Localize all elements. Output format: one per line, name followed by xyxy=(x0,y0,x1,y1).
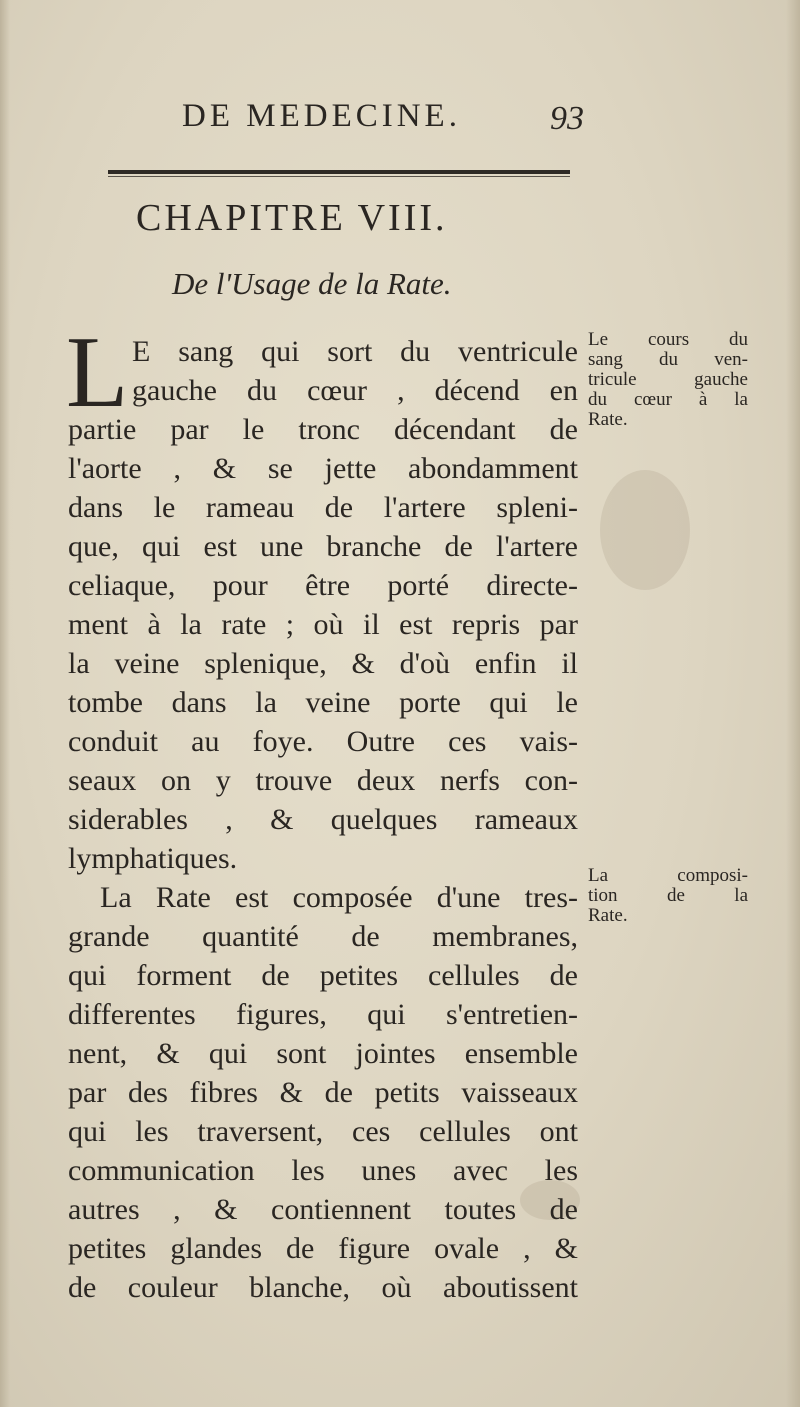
text-line: ment à la rate ; où il est repris par xyxy=(68,608,578,641)
text-line: communication les unes avec les xyxy=(68,1154,578,1187)
text-line: nent, & qui sont jointes ensemble xyxy=(68,1037,578,1070)
margin-note-line: Rate. xyxy=(588,905,628,926)
text-line: la veine splenique, & d'où enfin il xyxy=(68,647,578,680)
text-line: que, qui est une branche de l'artere xyxy=(68,530,578,563)
margin-note-line: La composi- xyxy=(588,865,748,886)
margin-note-line: du cœur à la xyxy=(588,389,748,410)
text-line: differentes figures, qui s'entretien- xyxy=(68,998,578,1031)
margin-note-line: sang du ven- xyxy=(588,349,748,370)
text-line: autres , & contiennent toutes de xyxy=(68,1193,578,1226)
text-line: E sang qui sort du ventricule xyxy=(132,335,578,368)
margin-note-blood-course xyxy=(588,330,748,430)
text-line: qui forment de petites cellules de xyxy=(68,959,578,992)
margin-note-spleen-composition xyxy=(588,866,748,926)
text-line: La Rate est composée d'une tres- xyxy=(100,881,578,914)
text-line: de couleur blanche, où aboutissent xyxy=(68,1271,578,1304)
margin-note-line: tion de la xyxy=(588,885,748,906)
drop-cap: L xyxy=(66,316,129,429)
text-line: partie par le tronc décendant de xyxy=(68,413,578,446)
page-edge-shadow-left xyxy=(0,0,10,1407)
header-rule xyxy=(108,170,570,174)
text-line: gauche du cœur , décend en xyxy=(132,374,578,407)
text-line: l'aorte , & se jette abondamment xyxy=(68,452,578,485)
text-line: conduit au foye. Outre ces vais- xyxy=(68,725,578,758)
page-number: 93 xyxy=(550,100,584,137)
chapter-subtitle: De l'Usage de la Rate. xyxy=(172,266,452,301)
chapter-title: CHAPITRE VIII. xyxy=(136,197,448,239)
margin-note-line: Rate. xyxy=(588,409,628,430)
text-line: qui les traversent, ces cellules ont xyxy=(68,1115,578,1148)
running-head: DE MEDECINE. xyxy=(182,98,461,134)
margin-note-line: tricule gauche xyxy=(588,369,748,390)
header-rule-thin xyxy=(108,176,570,177)
page-edge-shadow-right xyxy=(786,0,800,1407)
text-line: lymphatiques. xyxy=(68,842,238,875)
paper-stain xyxy=(600,470,690,590)
text-line: tombe dans la veine porte qui le xyxy=(68,686,578,719)
text-line: siderables , & quelques rameaux xyxy=(68,803,578,836)
text-line: petites glandes de figure ovale , & xyxy=(68,1232,578,1265)
text-line: par des fibres & de petits vaisseaux xyxy=(68,1076,578,1109)
text-line: seaux on y trouve deux nerfs con- xyxy=(68,764,578,797)
margin-note-line: Le cours du xyxy=(588,329,748,350)
text-line: celiaque, pour être porté directe- xyxy=(68,569,578,602)
text-line: dans le rameau de l'artere spleni- xyxy=(68,491,578,524)
text-line: grande quantité de membranes, xyxy=(68,920,578,953)
